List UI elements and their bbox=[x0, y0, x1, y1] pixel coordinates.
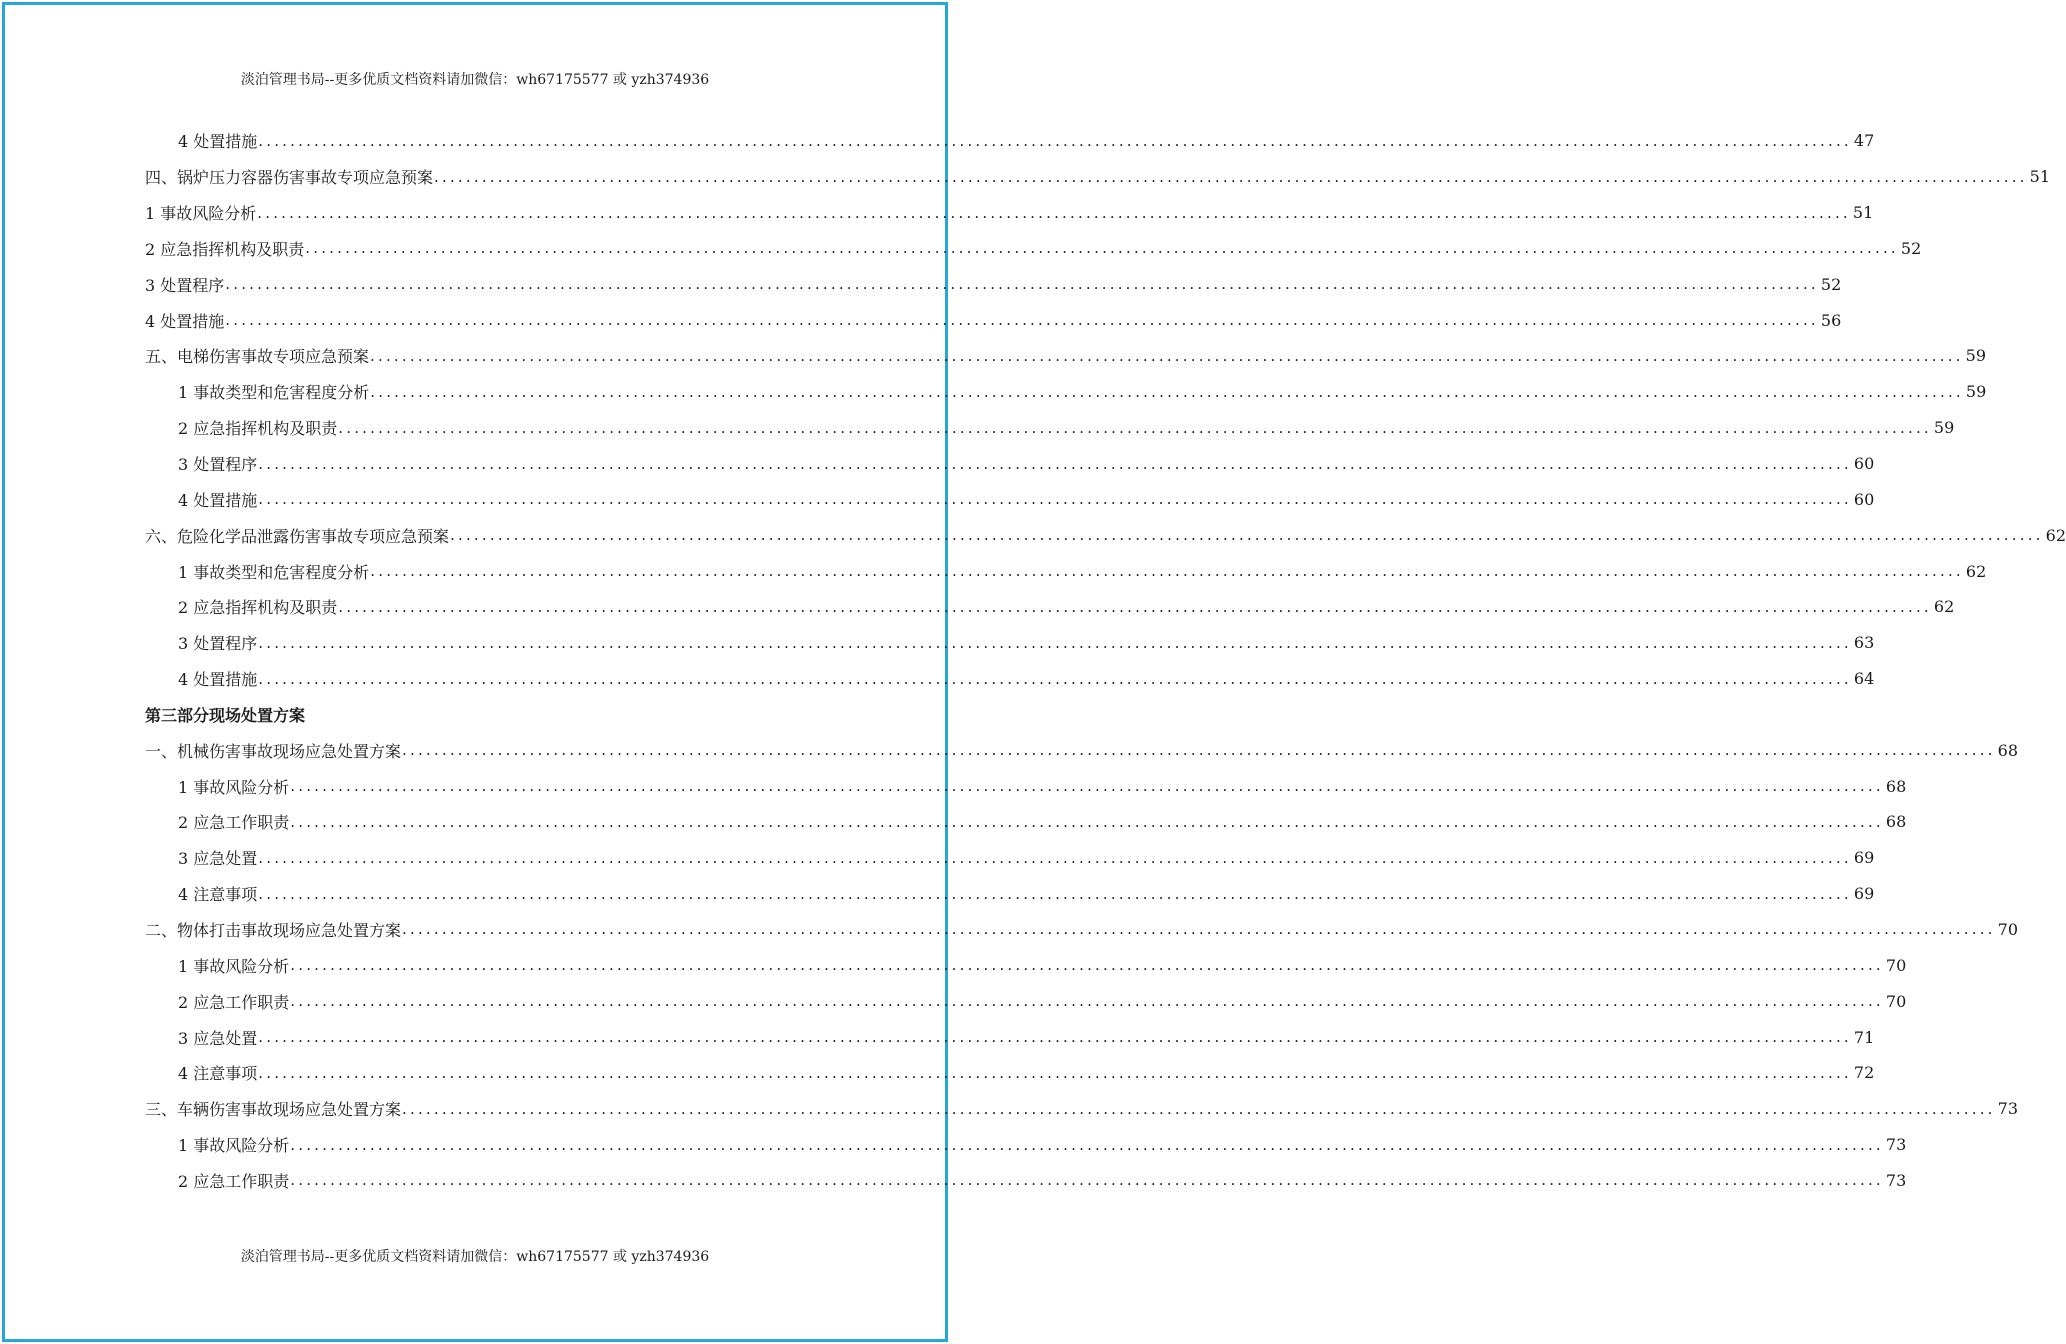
toc-dot-leader: ........................................................................................................................................................................................................ bbox=[258, 1063, 1852, 1082]
toc-entry-page-number: 73 bbox=[1997, 1099, 2018, 1119]
toc-dot-leader: ........................................................................................................................................................................................................ bbox=[258, 490, 1852, 509]
toc-entry-page-number: 51 bbox=[2029, 167, 2050, 187]
toc-entry-title: 1 事故类型和危害程度分析 bbox=[178, 383, 370, 403]
toc-entry-title: 1 事故风险分析 bbox=[178, 1136, 290, 1156]
toc-entry[interactable] bbox=[145, 732, 2018, 768]
toc-dot-leader: ........................................................................................................................................................................................................ bbox=[257, 203, 1851, 222]
toc-dot-leader: ........................................................................................................................................................................................................ bbox=[338, 418, 1932, 437]
toc-dot-leader: ........................................................................................................................................................................................................ bbox=[402, 1099, 1996, 1118]
toc-entry-title: 1 事故风险分析 bbox=[178, 956, 290, 976]
toc-entry-title: 四、锅炉压力容器伤害事故专项应急预案 bbox=[145, 168, 434, 188]
toc-entry[interactable] bbox=[145, 159, 2050, 195]
toc-entry-page-number: 52 bbox=[1900, 238, 1922, 258]
toc-dot-leader: ........................................................................................................................................................................................................ bbox=[290, 777, 1884, 796]
toc-dot-leader: ........................................................................................................................................................................................................ bbox=[338, 597, 1932, 616]
toc-entry[interactable] bbox=[145, 804, 1907, 840]
toc-entry-page-number: 70 bbox=[1885, 991, 1907, 1011]
toc-entry[interactable] bbox=[145, 1091, 2018, 1127]
toc-entry-page-number: 59 bbox=[1933, 418, 1955, 438]
toc-entry[interactable] bbox=[145, 625, 1875, 661]
toc-entry-title: 1 事故风险分析 bbox=[145, 204, 257, 224]
toc-dot-leader: ........................................................................................................................................................................................................ bbox=[258, 633, 1852, 652]
page-footer: 淡泊管理书局--更多优质文档资料请加微信：wh67175577 或 yzh374936 bbox=[240, 1249, 710, 1265]
toc-entry-page-number: 51 bbox=[1852, 203, 1874, 223]
toc-entry[interactable] bbox=[145, 983, 1907, 1019]
toc-entry-page-number: 71 bbox=[1853, 1027, 1875, 1047]
toc-dot-leader: ........................................................................................................................................................................................................ bbox=[402, 741, 1996, 760]
toc-entry-page-number: 62 bbox=[2045, 525, 2066, 545]
toc-dot-leader: ........................................................................................................................................................................................................ bbox=[290, 1171, 1884, 1190]
toc-entry-page-number: 73 bbox=[1885, 1135, 1907, 1155]
toc-entry-title: 2 应急工作职责 bbox=[178, 992, 290, 1012]
toc-entry-title: 4 处置措施 bbox=[178, 670, 258, 690]
toc-dot-leader: ........................................................................................................................................................................................................ bbox=[225, 275, 1819, 294]
toc-entry-title: 六、危险化学品泄露伤害事故专项应急预案 bbox=[145, 526, 450, 546]
toc-dot-leader: ........................................................................................................................................................................................................ bbox=[258, 1028, 1852, 1047]
toc-entry[interactable] bbox=[145, 1127, 1907, 1163]
toc-entry-page-number: 70 bbox=[1885, 955, 1907, 975]
toc-entry-title: 三、车辆伤害事故现场应急处置方案 bbox=[145, 1100, 402, 1120]
toc-entry-page-number: 60 bbox=[1853, 454, 1875, 474]
toc-entry-title: 2 应急工作职责 bbox=[178, 813, 290, 833]
toc-entry[interactable] bbox=[145, 840, 1875, 876]
toc-entry[interactable] bbox=[145, 481, 1875, 517]
toc-dot-leader: ........................................................................................................................................................................................................ bbox=[258, 848, 1852, 867]
toc-entry-page-number: 47 bbox=[1853, 131, 1875, 151]
toc-dot-leader: ........................................................................................................................................................................................................ bbox=[305, 239, 1899, 258]
toc-entry-title: 五、电梯伤害事故专项应急预案 bbox=[145, 347, 370, 367]
toc-entry[interactable] bbox=[145, 661, 1875, 697]
toc-entry-title: 4 处置措施 bbox=[178, 490, 258, 510]
toc-entry[interactable] bbox=[145, 195, 1874, 231]
toc-entry-page-number: 72 bbox=[1853, 1063, 1875, 1083]
toc-entry-title: 2 应急指挥机构及职责 bbox=[178, 598, 338, 618]
toc-dot-leader: ........................................................................................................................................................................................................ bbox=[370, 562, 1964, 581]
toc-entry-title: 3 处置程序 bbox=[178, 455, 258, 475]
toc-entry[interactable] bbox=[145, 338, 1986, 374]
toc-entry[interactable] bbox=[145, 1162, 1907, 1198]
toc-entry-page-number: 60 bbox=[1853, 489, 1875, 509]
toc-entry[interactable] bbox=[145, 1019, 1875, 1055]
toc-entry[interactable] bbox=[145, 302, 1842, 338]
toc-dot-leader: ........................................................................................................................................................................................................ bbox=[370, 346, 1964, 365]
toc-entry-page-number: 52 bbox=[1820, 274, 1842, 294]
page-header: 淡泊管理书局--更多优质文档资料请加微信：wh67175577 或 yzh374936 bbox=[240, 72, 710, 88]
toc-entry[interactable] bbox=[145, 123, 1875, 159]
toc-entry-page-number: 69 bbox=[1853, 884, 1875, 904]
toc-dot-leader: ........................................................................................................................................................................................................ bbox=[290, 812, 1884, 831]
toc-entry-title: 一、机械伤害事故现场应急处置方案 bbox=[145, 741, 402, 761]
toc-entry-page-number: 56 bbox=[1820, 310, 1842, 330]
toc-entry-title: 二、物体打击事故现场应急处置方案 bbox=[145, 920, 402, 940]
toc-dot-leader: ........................................................................................................................................................................................................ bbox=[450, 526, 2044, 545]
table-of-contents bbox=[145, 123, 2066, 1198]
toc-entry-title: 4 注意事项 bbox=[178, 885, 258, 905]
toc-entry-page-number: 64 bbox=[1853, 669, 1875, 689]
toc-entry-title: 2 应急指挥机构及职责 bbox=[178, 419, 338, 439]
toc-entry-page-number: 68 bbox=[1997, 740, 2018, 760]
toc-entry-title: 4 处置措施 bbox=[178, 132, 258, 152]
toc-entry-page-number: 68 bbox=[1885, 776, 1907, 796]
toc-entry[interactable] bbox=[145, 947, 1907, 983]
toc-entry-title: 4 注意事项 bbox=[178, 1064, 258, 1084]
toc-entry[interactable] bbox=[145, 517, 2066, 553]
toc-dot-leader: ........................................................................................................................................................................................................ bbox=[290, 992, 1884, 1011]
toc-dot-leader: ........................................................................................................................................................................................................ bbox=[290, 1135, 1884, 1154]
toc-entry[interactable] bbox=[145, 446, 1875, 482]
toc-entry-page-number: 70 bbox=[1997, 919, 2018, 939]
toc-dot-leader: ........................................................................................................................................................................................................ bbox=[402, 920, 1996, 939]
toc-dot-leader: ........................................................................................................................................................................................................ bbox=[225, 311, 1819, 330]
toc-dot-leader: ........................................................................................................................................................................................................ bbox=[258, 669, 1852, 688]
toc-entry[interactable] bbox=[145, 266, 1842, 302]
toc-entry[interactable] bbox=[145, 876, 1875, 912]
toc-entry-title: 3 应急处置 bbox=[178, 1028, 258, 1048]
toc-entry[interactable] bbox=[145, 768, 1907, 804]
toc-entry-page-number: 68 bbox=[1885, 812, 1907, 832]
toc-dot-leader: ........................................................................................................................................................................................................ bbox=[290, 956, 1884, 975]
toc-entry-title: 3 应急处置 bbox=[178, 849, 258, 869]
toc-entry-title: 4 处置措施 bbox=[145, 311, 225, 331]
toc-entry-title: 2 应急指挥机构及职责 bbox=[145, 239, 305, 259]
toc-dot-leader: ........................................................................................................................................................................................................ bbox=[258, 884, 1852, 903]
toc-entry[interactable] bbox=[145, 589, 1955, 625]
toc-dot-leader: ........................................................................................................................................................................................................ bbox=[370, 382, 1964, 401]
toc-entry-page-number: 63 bbox=[1853, 633, 1875, 653]
toc-dot-leader: ........................................................................................................................................................................................................ bbox=[258, 454, 1852, 473]
toc-entry-title: 1 事故风险分析 bbox=[178, 777, 290, 797]
toc-section-heading: 第三部分现场处置方案 bbox=[145, 705, 306, 725]
toc-entry[interactable] bbox=[145, 231, 1922, 267]
toc-entry[interactable] bbox=[145, 912, 2018, 948]
toc-entry[interactable] bbox=[145, 374, 1987, 410]
toc-entry-title: 2 应急工作职责 bbox=[178, 1171, 290, 1191]
toc-entry-page-number: 62 bbox=[1965, 561, 1987, 581]
toc-entry-page-number: 73 bbox=[1885, 1170, 1907, 1190]
toc-dot-leader: ........................................................................................................................................................................................................ bbox=[258, 131, 1852, 150]
toc-entry-page-number: 62 bbox=[1933, 597, 1955, 617]
toc-entry-page-number: 59 bbox=[1965, 382, 1987, 402]
toc-entry-title: 1 事故类型和危害程度分析 bbox=[178, 562, 370, 582]
toc-entry-title: 3 处置程序 bbox=[178, 634, 258, 654]
toc-entry-page-number: 69 bbox=[1853, 848, 1875, 868]
toc-entry[interactable] bbox=[145, 553, 1987, 589]
toc-entry-page-number: 59 bbox=[1965, 346, 1986, 366]
toc-entry-title: 3 处置程序 bbox=[145, 275, 225, 295]
toc-entry[interactable] bbox=[145, 1055, 1875, 1091]
toc-dot-leader: ........................................................................................................................................................................................................ bbox=[434, 167, 2028, 186]
toc-entry[interactable] bbox=[145, 410, 1955, 446]
